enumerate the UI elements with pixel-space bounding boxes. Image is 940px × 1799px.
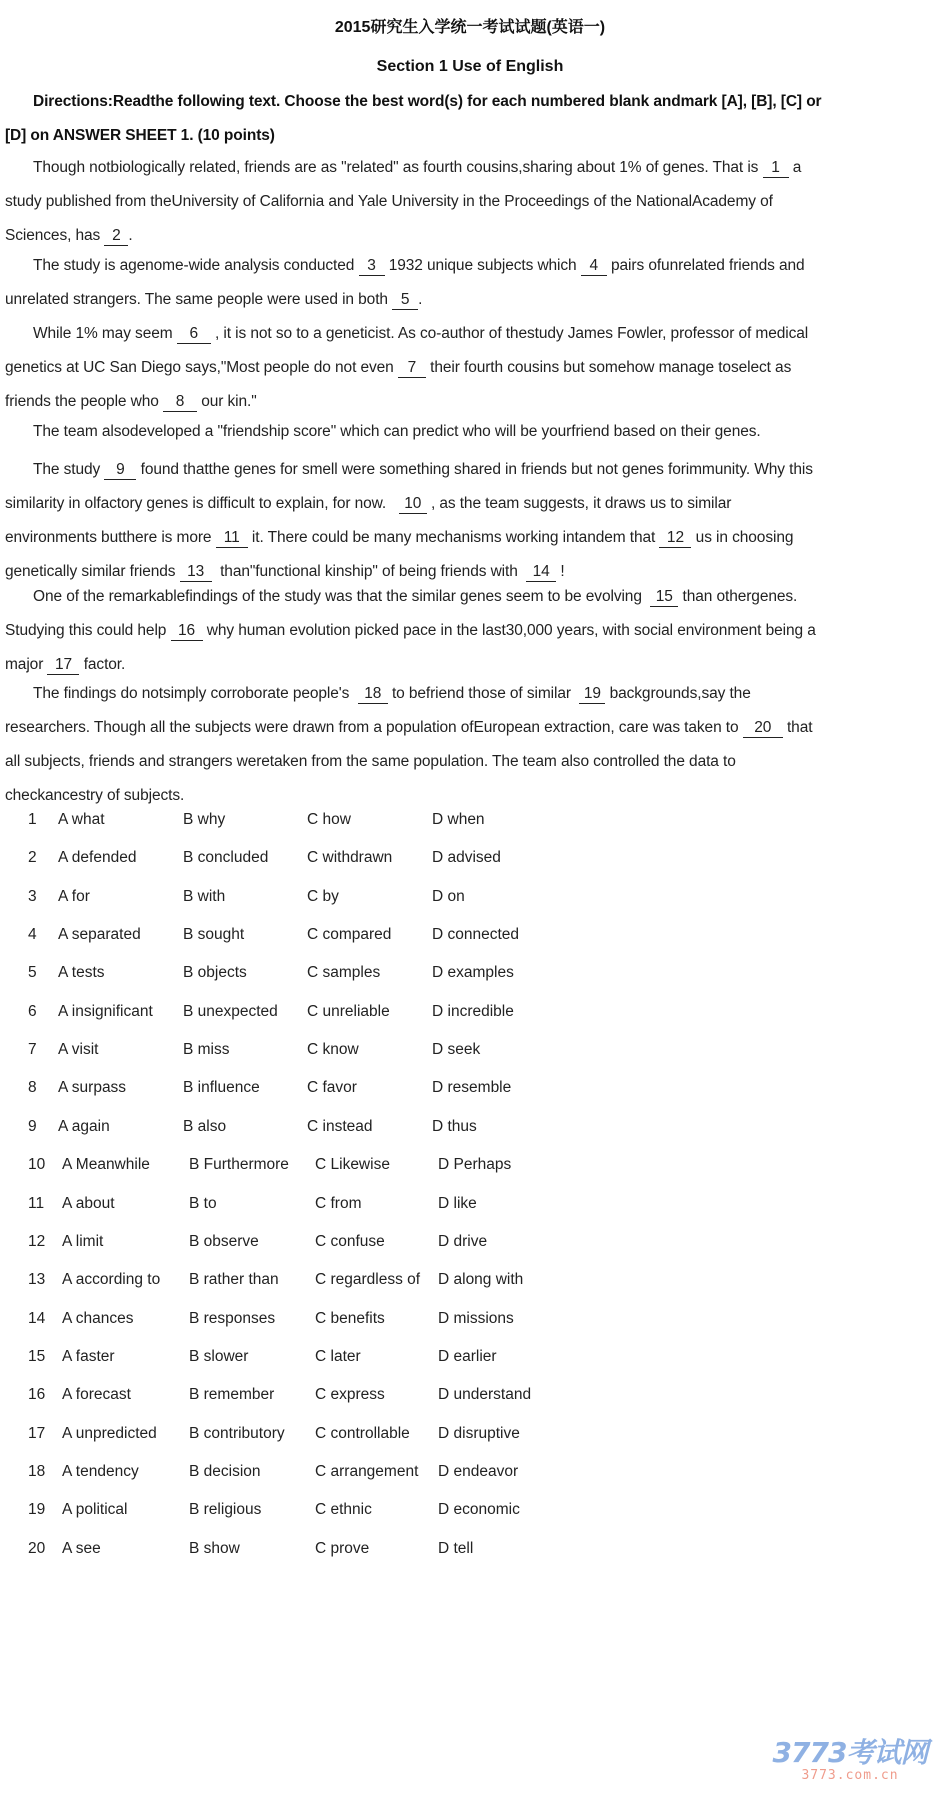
option-d[interactable]: D earlier <box>438 1347 497 1365</box>
option-a[interactable]: A tests <box>58 964 105 982</box>
text: found thatthe genes for smell were something shared in friends but not genes forimmunity. Why this <box>140 461 813 478</box>
text: While 1% may seem <box>33 325 173 342</box>
option-row <box>0 964 700 988</box>
option-d[interactable]: D seek <box>432 1041 481 1059</box>
option-row <box>0 1463 700 1487</box>
text: checkancestry of subjects. <box>5 787 185 804</box>
option-row <box>0 888 700 912</box>
section-title: Section 1 Use of English <box>376 58 564 75</box>
question-number: 11 <box>28 1194 45 1212</box>
blank-5: 5 <box>392 291 418 310</box>
option-a[interactable]: A what <box>58 811 105 828</box>
text: backgrounds,say the <box>609 685 751 702</box>
question-number: 16 <box>28 1386 46 1404</box>
blank-8: 8 <box>163 393 197 412</box>
option-row <box>0 1271 700 1295</box>
option-b[interactable]: B show <box>189 1539 240 1557</box>
text: The team alsodeveloped a "friendship score" which can predict who will be yourfriend based on their genes. <box>33 423 761 440</box>
blank-3: 3 <box>359 257 385 276</box>
text: major <box>5 656 44 673</box>
option-c[interactable]: C controllable <box>315 1424 410 1442</box>
option-d[interactable]: D missions <box>438 1309 514 1327</box>
passage-paragraph-6 <box>5 580 935 682</box>
question-number: 1 <box>28 811 37 828</box>
option-row <box>0 1003 700 1027</box>
option-d[interactable]: D understand <box>438 1386 532 1404</box>
option-row <box>0 1501 700 1525</box>
text: The study is agenome-wide analysis conducted <box>33 257 355 274</box>
option-b[interactable]: B concluded <box>183 849 269 867</box>
text: a <box>792 159 802 176</box>
option-c[interactable]: C confuse <box>315 1232 385 1250</box>
option-a[interactable]: A insignificant <box>58 1002 153 1020</box>
option-c[interactable]: C prove <box>315 1539 370 1557</box>
option-b[interactable]: B also <box>183 1117 227 1135</box>
option-a[interactable]: A tendency <box>62 1462 139 1480</box>
text: Sciences, has <box>5 227 101 244</box>
option-c[interactable]: C compared <box>307 926 392 944</box>
option-row <box>0 926 700 950</box>
option-row <box>0 1310 700 1334</box>
option-c[interactable]: C how <box>307 811 351 828</box>
text: than othergenes. <box>682 588 798 605</box>
option-a[interactable]: A limit <box>62 1232 104 1250</box>
blank-11: 11 <box>216 529 248 548</box>
option-row <box>0 1156 700 1180</box>
option-c[interactable]: C withdrawn <box>307 849 393 867</box>
option-c[interactable]: C regardless of <box>315 1271 421 1289</box>
option-b[interactable]: B Furthermore <box>189 1156 289 1174</box>
option-c[interactable]: C benefits <box>315 1309 385 1327</box>
watermark-brand: 3773考试网 <box>772 1736 928 1769</box>
option-d[interactable]: D thus <box>432 1117 477 1135</box>
option-c[interactable]: C express <box>315 1386 385 1404</box>
blank-2: 2 <box>104 227 128 246</box>
blank-4: 4 <box>581 257 607 276</box>
blank-14: 14 <box>526 563 556 582</box>
option-b[interactable]: B influence <box>183 1079 260 1097</box>
text: genetics at UC San Diego says,"Most people do not even <box>5 359 394 376</box>
option-b[interactable]: B with <box>183 887 226 905</box>
option-b[interactable]: B objects <box>183 964 247 982</box>
blank-18: 18 <box>358 685 388 704</box>
option-c[interactable]: C samples <box>307 964 381 982</box>
option-a[interactable]: A Meanwhile <box>62 1156 150 1174</box>
option-b[interactable]: B miss <box>183 1041 230 1059</box>
text: friends the people who <box>5 393 159 410</box>
option-d[interactable]: D advised <box>432 849 501 867</box>
option-a[interactable]: A visit <box>58 1041 99 1059</box>
site-watermark-logo <box>770 1738 930 1784</box>
question-number: 12 <box>28 1232 46 1250</box>
text: our kin." <box>201 393 257 410</box>
option-b[interactable]: B to <box>189 1194 217 1212</box>
option-a[interactable]: A according to <box>62 1271 161 1289</box>
option-b[interactable]: B religious <box>189 1501 262 1519</box>
text: Studying this could help <box>5 622 167 639</box>
document-title: 2015研究生入学统一考试试题(英语一) <box>334 19 606 36</box>
text: pairs ofunrelated friends and <box>611 257 805 274</box>
blank-9: 9 <box>104 461 136 480</box>
option-c[interactable]: C know <box>307 1041 359 1059</box>
text: genetically similar friends <box>5 563 176 580</box>
passage-paragraph-1 <box>5 151 935 253</box>
directions <box>5 85 935 153</box>
blank-16: 16 <box>171 622 203 641</box>
blank-7: 7 <box>398 359 426 378</box>
option-b[interactable]: B decision <box>189 1462 261 1480</box>
option-row <box>0 1348 700 1372</box>
option-row <box>0 1118 700 1142</box>
option-b[interactable]: B remember <box>189 1386 275 1404</box>
text: researchers. Though all the subjects were drawn from a population ofEuropean extraction, care was taken to <box>5 719 739 736</box>
text: study published from theUniversity of California and Yale University in the Proceedings of the NationalAcademy of <box>5 193 773 210</box>
option-b[interactable]: B rather than <box>189 1271 279 1289</box>
text: The findings do notsimply corroborate people's <box>33 685 350 702</box>
option-a[interactable]: A unpredicted <box>62 1424 157 1442</box>
passage-paragraph-3 <box>5 317 935 419</box>
text: factor. <box>83 656 126 673</box>
option-d[interactable]: D examples <box>432 964 514 982</box>
question-number: 13 <box>28 1271 46 1289</box>
text: their fourth cousins but somehow manage toselect as <box>430 359 792 376</box>
option-row <box>0 1540 700 1564</box>
option-c[interactable]: C instead <box>307 1117 373 1135</box>
question-number: 4 <box>28 926 37 944</box>
option-b[interactable]: B contributory <box>189 1424 285 1442</box>
text: ! <box>560 563 565 580</box>
option-a[interactable]: A separated <box>58 926 141 944</box>
option-a[interactable]: A see <box>62 1539 101 1557</box>
question-number: 6 <box>28 1002 37 1020</box>
blank-20: 20 <box>743 719 783 738</box>
question-number: 15 <box>28 1347 46 1365</box>
text: to befriend those of similar <box>391 685 571 702</box>
passage-paragraph-5 <box>5 453 935 589</box>
option-c[interactable]: C favor <box>307 1079 357 1097</box>
question-number: 17 <box>28 1424 46 1442</box>
option-d[interactable]: D on <box>432 887 465 905</box>
text: all subjects, friends and strangers weretaken from the same population. The team also controlled the data to <box>5 753 736 770</box>
option-d[interactable]: D drive <box>438 1232 488 1250</box>
question-number: 5 <box>28 964 37 982</box>
option-d[interactable]: D Perhaps <box>438 1156 512 1174</box>
passage-paragraph-4 <box>5 415 935 449</box>
passage-paragraph-2 <box>5 249 935 317</box>
option-row <box>0 1195 700 1219</box>
text: than"functional kinship" of being friends with <box>220 563 518 580</box>
question-number: 9 <box>28 1117 37 1135</box>
option-row <box>0 849 700 873</box>
option-a[interactable]: A chances <box>62 1309 134 1327</box>
text: it. There could be many mechanisms working intandem that <box>251 529 656 546</box>
text: that <box>786 719 813 736</box>
text: environments butthere is more <box>5 529 212 546</box>
question-number: 2 <box>28 849 37 867</box>
blank-1: 1 <box>763 159 789 178</box>
option-c[interactable]: C from <box>315 1194 362 1212</box>
text: . <box>418 291 423 308</box>
text: , it is not so to a geneticist. As co-author of thestudy James Fowler, professor of medical <box>215 325 809 342</box>
question-number: 8 <box>28 1079 37 1097</box>
passage-paragraph-7 <box>5 677 935 813</box>
text: One of the remarkablefindings of the study was that the similar genes seem to be evolving <box>33 588 642 605</box>
option-a[interactable]: A faster <box>62 1347 115 1365</box>
option-a[interactable]: A forecast <box>62 1386 131 1404</box>
question-number: 7 <box>28 1041 37 1059</box>
option-d[interactable]: D resemble <box>432 1079 512 1097</box>
text: why human evolution picked pace in the last30,000 years, with social environment being a <box>206 622 816 639</box>
option-b[interactable]: B responses <box>189 1309 276 1327</box>
option-c[interactable]: C arrangement <box>315 1462 419 1480</box>
text: . <box>128 227 133 244</box>
option-b[interactable]: B observe <box>189 1232 259 1250</box>
option-b[interactable]: B slower <box>189 1347 249 1365</box>
option-c[interactable]: C ethnic <box>315 1501 372 1519</box>
question-number: 10 <box>28 1156 46 1174</box>
text: 1932 unique subjects which <box>388 257 577 274</box>
option-d[interactable]: D endeavor <box>438 1462 519 1480</box>
text: The study <box>33 461 101 478</box>
option-row <box>0 1425 700 1449</box>
option-d[interactable]: D connected <box>432 926 520 944</box>
option-c[interactable]: C by <box>307 887 339 905</box>
question-number: 20 <box>28 1539 46 1557</box>
option-row <box>0 811 700 835</box>
option-a[interactable]: A political <box>62 1501 128 1519</box>
question-number: 3 <box>28 887 37 905</box>
question-number: 18 <box>28 1462 46 1480</box>
question-number: 19 <box>28 1501 46 1519</box>
option-row <box>0 1233 700 1257</box>
blank-12: 12 <box>659 529 691 548</box>
blank-13: 13 <box>180 563 212 582</box>
option-b[interactable]: B unexpected <box>183 1002 278 1020</box>
text: us in choosing <box>695 529 794 546</box>
option-row <box>0 1041 700 1065</box>
option-b[interactable]: B why <box>183 811 226 828</box>
question-number: 14 <box>28 1309 46 1327</box>
option-d[interactable]: D economic <box>438 1501 520 1519</box>
option-d[interactable]: D tell <box>438 1539 474 1557</box>
option-c[interactable]: C Likewise <box>315 1156 390 1174</box>
text: similarity in olfactory genes is difficult to explain, for now. <box>5 495 387 512</box>
blank-17: 17 <box>47 656 79 675</box>
option-c[interactable]: C later <box>315 1347 361 1365</box>
option-row <box>0 1079 700 1103</box>
option-b[interactable]: B sought <box>183 926 245 944</box>
option-d[interactable]: D disruptive <box>438 1424 520 1442</box>
text: unrelated strangers. The same people were used in both <box>5 291 388 308</box>
option-row <box>0 1386 700 1410</box>
option-a[interactable]: A about <box>62 1194 115 1212</box>
text: , as the team suggests, it draws us to similar <box>430 495 732 512</box>
directions-line-2: [D] on ANSWER SHEET 1. (10 points) <box>5 127 275 144</box>
option-d[interactable]: D incredible <box>432 1002 514 1020</box>
option-c[interactable]: C unreliable <box>307 1002 390 1020</box>
option-a[interactable]: A again <box>58 1117 110 1135</box>
blank-6: 6 <box>177 325 211 344</box>
blank-15: 15 <box>650 588 678 607</box>
option-d[interactable]: D when <box>432 811 485 828</box>
option-a[interactable]: A for <box>58 887 90 905</box>
option-d[interactable]: D like <box>438 1194 477 1212</box>
option-a[interactable]: A surpass <box>58 1079 127 1097</box>
directions-line-1: Directions:Readthe following text. Choose the best word(s) for each numbered blank andmark [A], [B], [C] or <box>33 93 822 110</box>
option-d[interactable]: D along with <box>438 1271 524 1289</box>
blank-10: 10 <box>399 495 427 514</box>
text: Though notbiologically related, friends are as "related" as fourth cousins,sharing about 1% of genes. That is <box>33 159 759 176</box>
option-a[interactable]: A defended <box>58 849 137 867</box>
blank-19: 19 <box>579 685 605 704</box>
watermark-url: 3773.com.cn <box>801 1768 899 1783</box>
